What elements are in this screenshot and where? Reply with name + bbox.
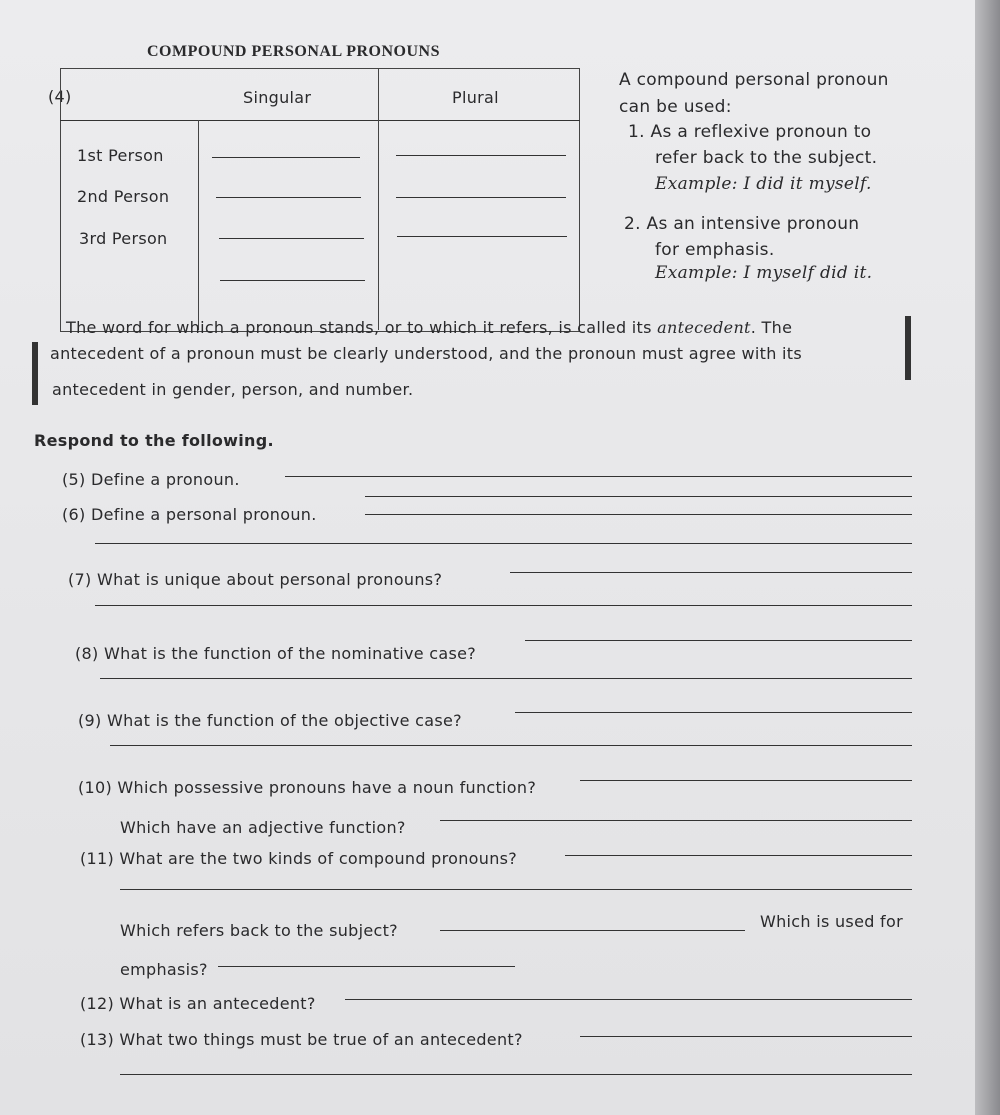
question-8: (8) What is the function of the nominative case? — [75, 644, 477, 663]
answer-line[interactable] — [525, 640, 912, 641]
answer-line[interactable] — [95, 543, 912, 544]
answer-blank[interactable] — [219, 238, 364, 239]
answer-blank[interactable] — [397, 236, 567, 237]
question-10b: Which have an adjective function? — [120, 818, 406, 837]
usage-2: 2. As an intensive pronoun — [624, 214, 860, 234]
example-text: I myself did it. — [743, 263, 873, 283]
question-5: (5) Define a pronoun. — [62, 470, 240, 489]
rule-line2: antecedent of a pronoun must be clearly understood, and the pronoun must agree with its — [50, 344, 802, 363]
answer-line[interactable] — [565, 855, 912, 856]
usage-1-cont: refer back to the subject. — [655, 148, 878, 168]
rule-term: antecedent — [657, 318, 751, 337]
usage-1: 1. As a reflexive pronoun to — [628, 122, 872, 142]
answer-line[interactable] — [120, 1074, 912, 1075]
exercise-number: (4) — [48, 87, 72, 106]
rule-left-bar — [32, 342, 38, 405]
question-12: (12) What is an antecedent? — [80, 994, 316, 1013]
question-6: (6) Define a personal pronoun. — [62, 505, 317, 524]
answer-line[interactable] — [365, 496, 912, 497]
answer-blank[interactable] — [396, 197, 566, 198]
question-11d: emphasis? — [120, 960, 208, 979]
answer-line[interactable] — [510, 572, 912, 573]
question-13: (13) What two things must be true of an antecedent? — [80, 1030, 523, 1049]
answer-line[interactable] — [580, 780, 912, 781]
answer-line[interactable] — [345, 999, 912, 1000]
table-row-label-divider — [198, 120, 199, 330]
example-label: Example: — [655, 174, 738, 194]
section-title: COMPOUND PERSONAL PRONOUNS — [147, 43, 441, 60]
rule-line1 — [66, 318, 792, 337]
question-7: (7) What is unique about personal pronouns? — [68, 570, 443, 589]
answer-line[interactable] — [95, 605, 912, 606]
row-third-person: 3rd Person — [79, 229, 168, 248]
question-9: (9) What is the function of the objective case? — [78, 711, 462, 730]
rule-line3: antecedent in gender, person, and number. — [52, 380, 414, 399]
usage-2-cont: for emphasis. — [655, 240, 775, 260]
answer-line[interactable] — [120, 889, 912, 890]
answer-line[interactable] — [285, 476, 912, 477]
rule-right-bar — [905, 316, 911, 380]
table-column-divider — [378, 68, 379, 330]
answer-blank[interactable] — [220, 280, 365, 281]
answer-line[interactable] — [100, 678, 912, 679]
header-singular: Singular — [243, 88, 312, 107]
answer-blank[interactable] — [212, 157, 360, 158]
question-11: (11) What are the two kinds of compound pronouns? — [80, 849, 518, 868]
page-edge — [975, 0, 1000, 1115]
answer-blank[interactable] — [216, 197, 361, 198]
rule-text: . The — [750, 318, 793, 337]
table-header-divider — [60, 120, 580, 121]
answer-line[interactable] — [365, 514, 912, 515]
answer-line[interactable] — [440, 820, 912, 821]
instructions: Respond to the following. — [34, 431, 274, 450]
rule-text: The word for which a pronoun stands, or to which it refers, is called its — [66, 318, 652, 337]
example-label: Example: — [655, 263, 738, 283]
intro-line2: can be used: — [619, 97, 732, 117]
answer-line[interactable] — [580, 1036, 912, 1037]
question-11c: Which is used for — [760, 912, 903, 931]
header-plural: Plural — [452, 88, 499, 107]
row-first-person: 1st Person — [77, 146, 164, 165]
answer-blank[interactable] — [396, 155, 566, 156]
row-second-person: 2nd Person — [77, 187, 170, 206]
answer-line[interactable] — [110, 745, 912, 746]
question-10: (10) Which possessive pronouns have a noun function? — [78, 778, 537, 797]
example-text: I did it myself. — [743, 174, 872, 194]
answer-line[interactable] — [218, 966, 515, 967]
answer-line[interactable] — [515, 712, 912, 713]
answer-line[interactable] — [440, 930, 745, 931]
example-2 — [655, 263, 872, 283]
example-1 — [655, 174, 872, 194]
intro-line1: A compound personal pronoun — [619, 70, 889, 90]
question-11b: Which refers back to the subject? — [120, 921, 398, 940]
